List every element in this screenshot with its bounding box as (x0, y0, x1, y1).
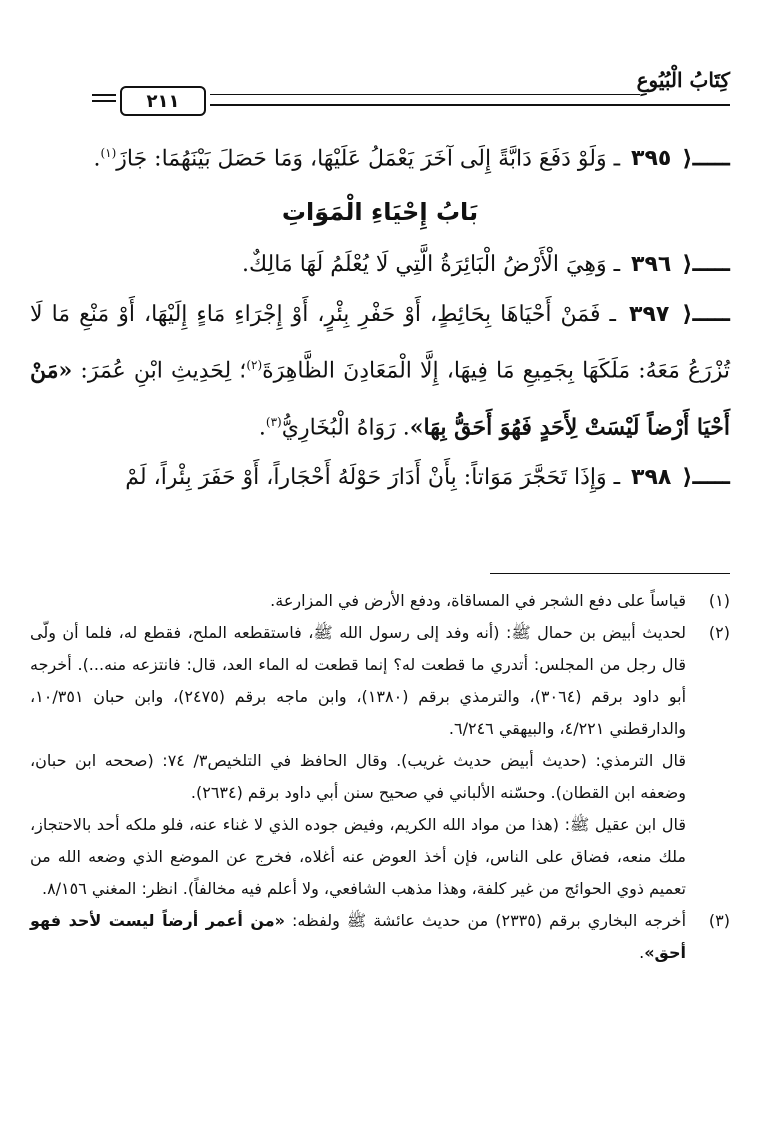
section-title: بَابُ إِحْيَاءِ الْمَوَاتِ (281, 198, 479, 227)
footnote-separator (490, 573, 730, 574)
footnote-text: قال الترمذي: (حديث أبيض حديث غريب). وقال الحافظ في التلخيص٣/ ٧٤: (صححه ابن حبان، وضعفه ابن القطان). وحسّنه الألباني في صحيح سنن أبي داود برقم (٢٦٣٤). (30, 751, 687, 802)
footnote-2 (30, 617, 730, 905)
item-marker: ـــــ⟨ (682, 146, 730, 172)
item-396 (30, 240, 730, 290)
book-page (30, 40, 730, 1110)
footnote-label: (٣) (708, 911, 730, 930)
item-number: ٣٩٧ (629, 302, 670, 328)
footnote-label: (١) (708, 591, 730, 610)
item-number: ٣٩٦ (631, 252, 672, 278)
item-text: ـ وَلَوْ دَفَعَ دَابَّةً إِلَى آخَرَ يَعْمَلُ عَلَيْهَا، وَمَا حَصَلَ بَيْنَهُمَا: جَازَ (116, 146, 621, 172)
item-398 (30, 453, 730, 503)
footnote-text: قال ابن عقيل ﷺ: (هذا من مواد الله الكريم، وفيض جوده الذي لا غناء عنه، فلو ملكه أحد بالاحتجاز، ملك منعه، فضاق على الناس، فإن أخذ العوض عنه أغلاه، فخرج عن الموضع الذي وضعه الله من تعميم ذوي الحوائج من غير كلفة، وهذا مذهب الشافعي، ولا أعلم فيه مخالفاً). انظر: المغني ٨/١٥٦. (30, 815, 686, 898)
footnote-text: لحديث أبيض بن حمال ﷺ: (أنه وفد إلى رسول الله ﷺ، فاستقطعه الملح، فقطع له، فلما أن ولّى قال رجل من المجلس: أتدري ما قطعت له؟ إنما قطعت له الماء العد، قال: فانتزعه منه...). أخرجه أبو داود برقم (٣٠٦٤)، والترمذي برقم (١٣٨٠)، وابن ماجه برقم (٢٤٧٥)، وابن حبان ١٠/٣٥١، والدارقطني ٤/٢٢١، والبيهقي ٦/٢٤٦. (30, 623, 687, 738)
item-marker: ـــــ⟨ (682, 302, 731, 328)
item-number: ٣٩٥ (631, 146, 672, 172)
footnote-1 (30, 585, 730, 617)
footnote-ref[interactable]: (١) (100, 146, 117, 160)
item-text: . رَوَاهُ الْبُخَارِيُّ (281, 414, 410, 440)
item-text: ـ فَمَنْ أَحْيَاهَا بِحَائِطٍ، أَوْ حَفْرِ بِئْرٍ، أَوْ إِجْرَاءِ مَاءٍ إِلَيْهَا، أَوْ مَنْعِ مَا لَا تُزْرَعُ مَعَهُ: مَلَكَهَا بِجَمِيعِ مَا فِيهَا، إِلَّا الْمَعَادِنَ الظَّاهِرَةَ (30, 302, 731, 384)
page-number: ٢١١ (120, 86, 206, 116)
item-397 (30, 290, 730, 453)
footnote-label: (٢) (708, 623, 730, 642)
item-end: . (258, 414, 266, 440)
footnote-text: قياساً على دفع الشجر في المساقاة، ودفع الأرض في المزارعة. (270, 591, 686, 610)
page-header (30, 68, 730, 112)
item-text: ـ وَهِيَ الْأَرْضُ الْبَائِرَةُ الَّتِي لَا يُعْلَمُ لَهَا مَالِكٌ. (241, 252, 621, 278)
header-rule (210, 94, 640, 95)
item-marker: ـــــ⟨ (682, 464, 730, 490)
book-title: كِتَابُ الْبُيُوعِ (636, 68, 730, 92)
footnote-text (30, 905, 686, 969)
item-number: ٣٩٨ (631, 464, 672, 490)
item-end: . (93, 146, 101, 172)
item-text: ؛ لِحَدِيثِ ابْنِ عُمَرَ: (80, 358, 247, 384)
header-dash (92, 100, 116, 102)
main-text (30, 128, 730, 503)
item-395 (30, 128, 730, 184)
footnote-ref[interactable]: (٢) (246, 358, 263, 373)
footnote-ref[interactable]: (٣) (265, 414, 282, 429)
footnotes (30, 585, 730, 969)
footnote-text-part: أخرجه البخاري برقم (٢٣٣٥) من حديث عائشة ﷺ ولفظه: (292, 911, 687, 930)
header-dash (92, 94, 116, 96)
footnote-end: . (639, 943, 645, 962)
footnote-3 (30, 905, 730, 969)
footnote-quote: «من أعمر أرضاً ليست لأحد فهو أحق» (30, 911, 686, 962)
header-rule-thick (210, 104, 730, 106)
hadith-quote: «مَنْ أَحْيَا أَرْضاً لَيْسَتْ لِأَحَدٍ فَهُوَ أَحَقُّ بِهَا» (30, 357, 730, 440)
item-marker: ـــــ⟨ (682, 252, 730, 278)
item-text: ـ وَإِذَا تَحَجَّرَ مَوَاتاً: بِأَنْ أَدَارَ حَوْلَهُ أَحْجَاراً، أَوْ حَفَرَ بِئْراً، لَمْ (125, 464, 621, 490)
